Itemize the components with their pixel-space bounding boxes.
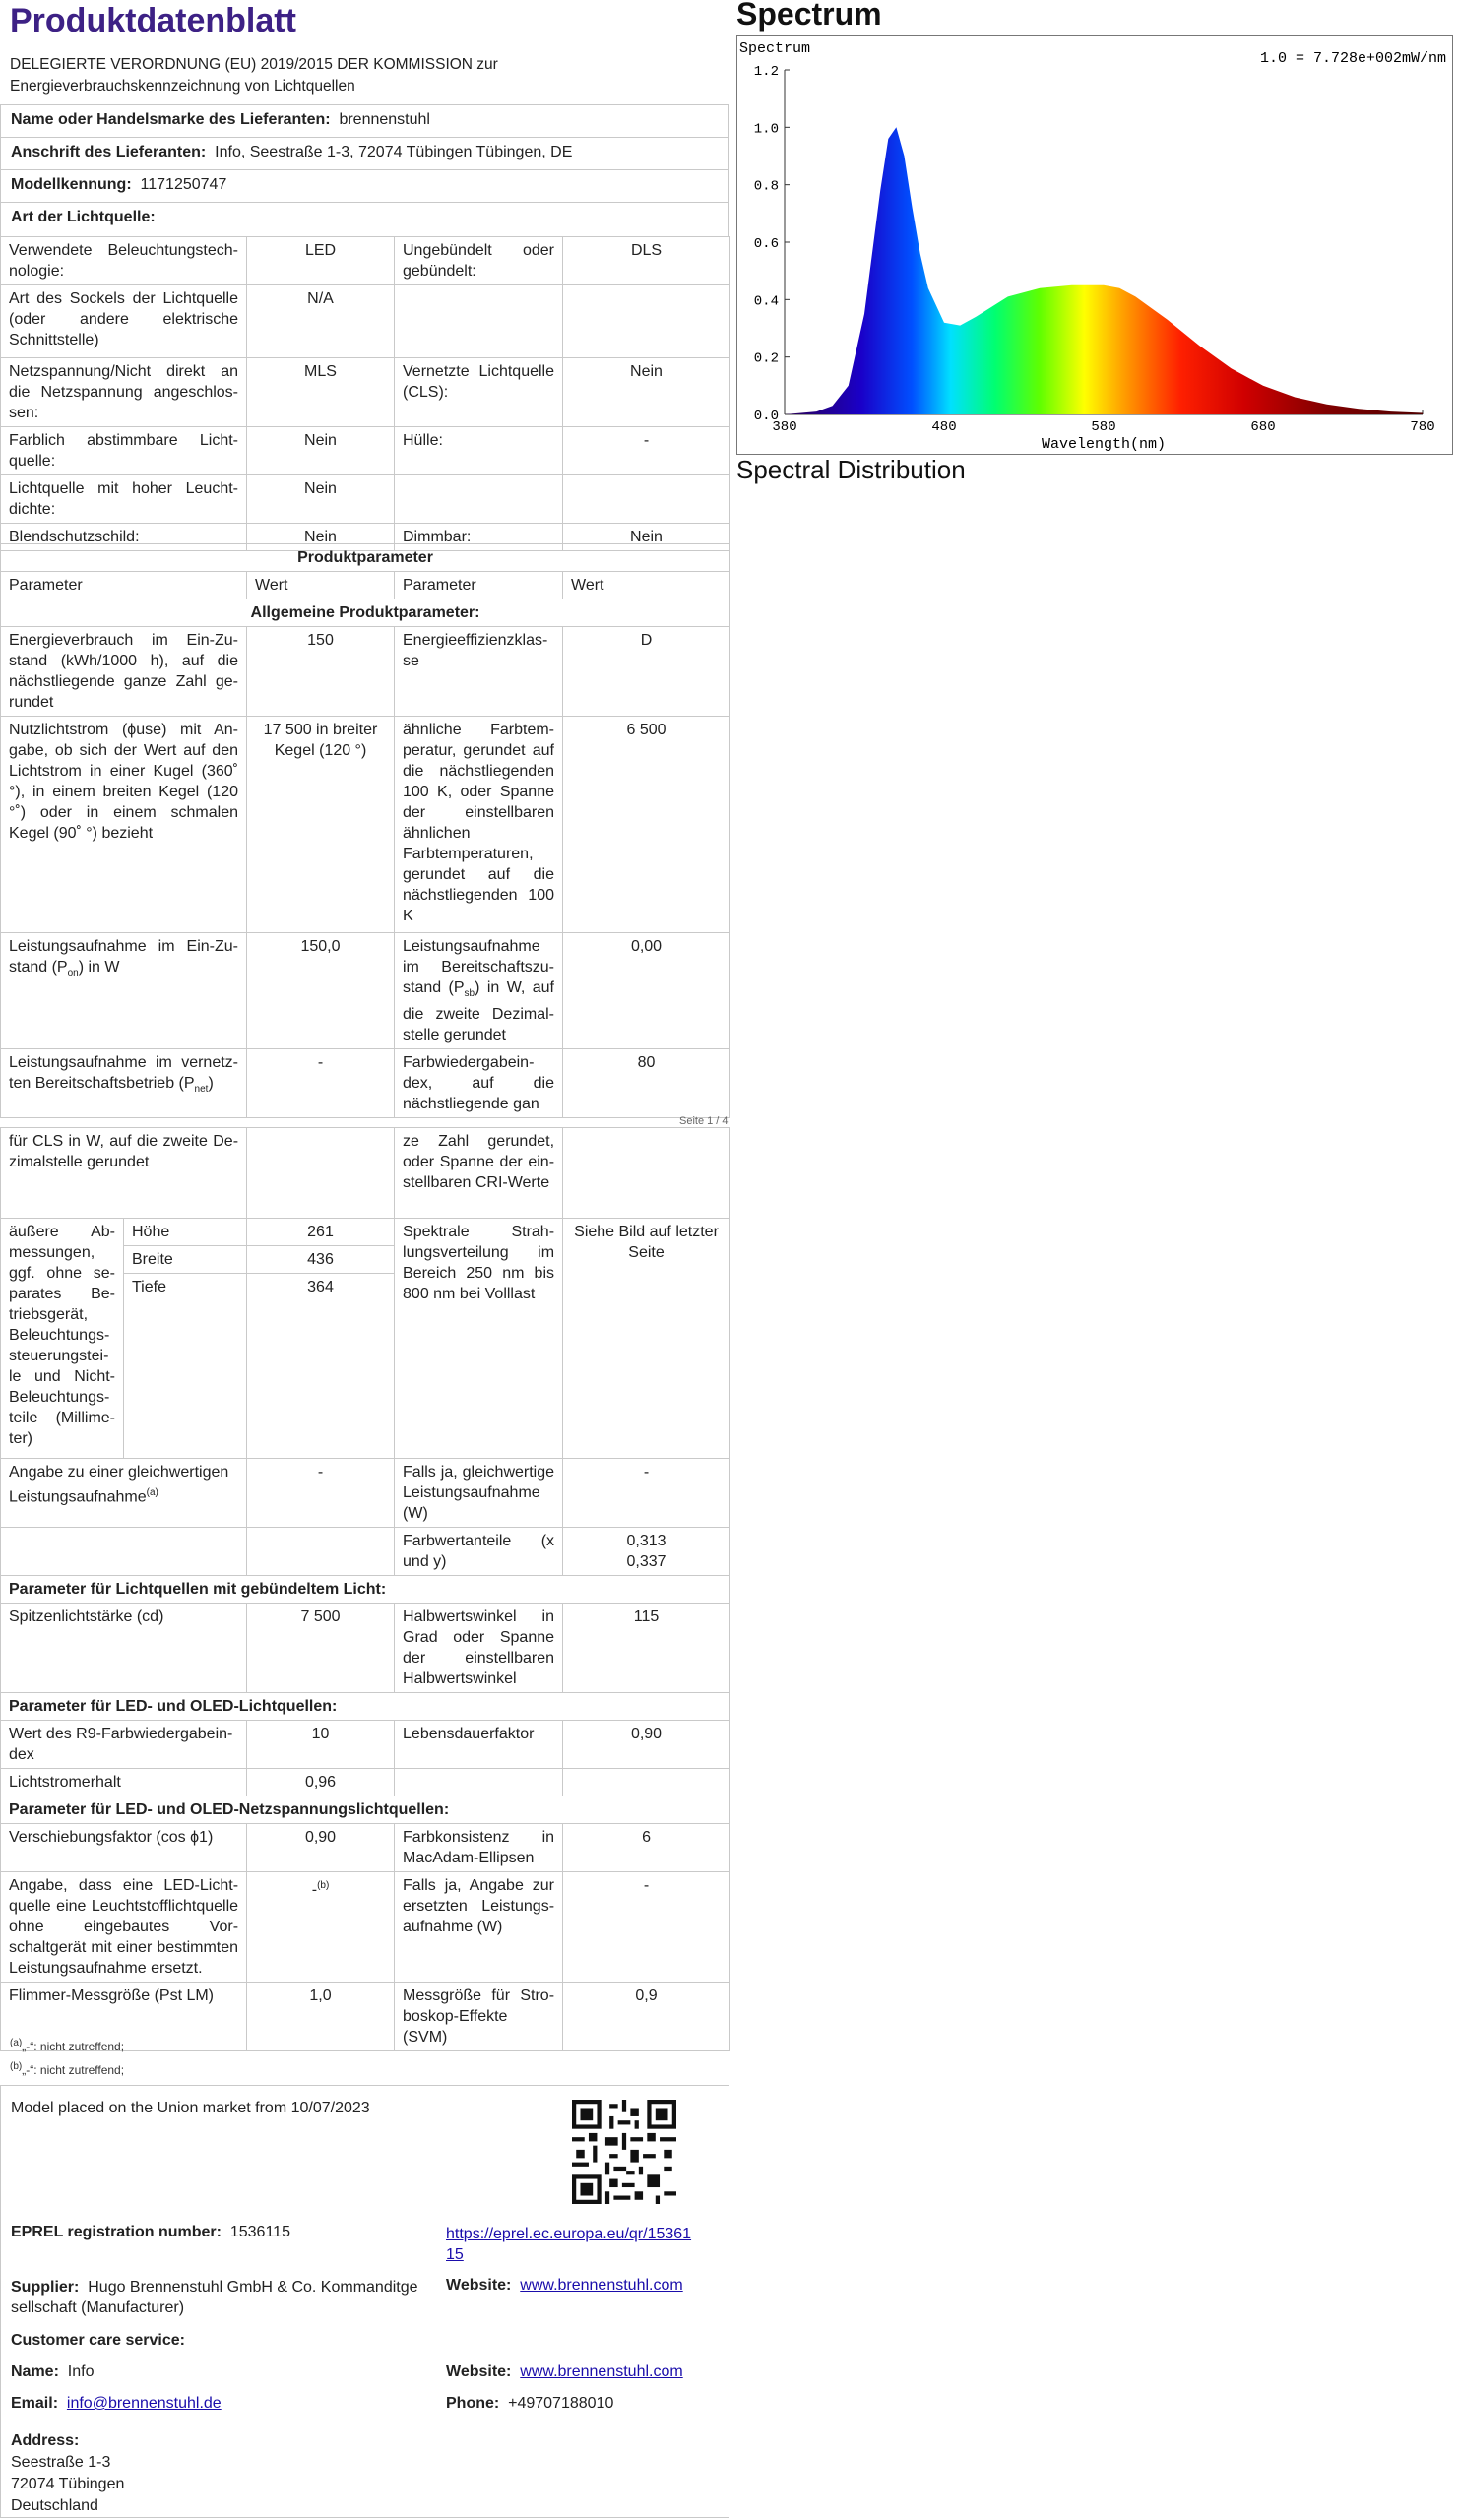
peak-value: 7 500 <box>247 1604 395 1693</box>
x-tick-label: 380 <box>772 419 797 435</box>
highlum-label: Lichtquelle mit hoher Leuchtdichte: <box>1 475 247 524</box>
model-row <box>0 169 729 203</box>
market-date: Model placed on the Union market from 10/07/2023 <box>11 2100 370 2116</box>
y-tick-label: 0.2 <box>753 350 779 367</box>
cc-value: 6 <box>563 1824 730 1872</box>
model-value: 1171250747 <box>140 176 227 193</box>
qr-code-icon[interactable] <box>572 2100 676 2204</box>
lightsource-table <box>0 236 730 551</box>
cls-label: Vernetzte Lichtquelle (CLS): <box>395 358 563 427</box>
address-label: Address: <box>11 2432 80 2449</box>
repl-label: Angabe, dass eine LED-Lichtquelle eine Leuchtstofflichtquelle ohne eingebautes Vorschaltgerät mit einer bestimmten Leistungsaufnahme ersetzt. <box>1 1872 247 1983</box>
scale-note: 1.0 = 7.728e+002mW/nm <box>1259 50 1446 67</box>
pf-value: 0,90 <box>247 1824 395 1872</box>
footnote-a: $^{(a)}$„-“: nicht zutreffend; <box>10 2038 125 2053</box>
col-param-2: Parameter <box>395 572 563 599</box>
pon-value: 150,0 <box>247 933 395 1049</box>
care-website-link[interactable]: www.brennenstuhl.com <box>520 2363 683 2380</box>
cct-value: 6 500 <box>563 717 730 933</box>
care-website-row <box>446 2363 683 2381</box>
energy-label: Energieverbrauch im Ein-Zustand (kWh/1000 h), auf die nächstliegende ganze Zahl gerundet <box>1 627 247 717</box>
maint-label: Lichtstromerhalt <box>1 1769 247 1796</box>
address-line-3: Deutschland <box>11 2497 98 2514</box>
psb-label: Leistungsaufnahme im Bereitschaftszustand $(P_{sb})$ in W, auf die zweite Dezimalstelle gerundet <box>395 933 563 1049</box>
params-table <box>0 543 730 1118</box>
equiv2-label: Falls ja, gleichwertige Leistungsaufnahme (W) <box>395 1459 563 1528</box>
equiv2-value: - <box>563 1459 730 1528</box>
website-link[interactable]: www.brennenstuhl.com <box>520 2277 683 2294</box>
x-tick-label: 580 <box>1091 419 1116 435</box>
address-block <box>11 2430 124 2517</box>
email-label: Email: <box>11 2395 59 2412</box>
eprel-info-box <box>0 2085 729 2518</box>
model-label: Modellkennung: <box>11 176 132 193</box>
lightsource-heading-row <box>0 202 729 237</box>
energy-value: 150 <box>247 627 395 717</box>
r9-value: 10 <box>247 1721 395 1769</box>
supplier-address-label: Anschrift des Lieferanten: <box>11 144 207 160</box>
params-table-cont <box>0 1127 730 2051</box>
width-value: 436 <box>247 1246 395 1274</box>
tunable-value: Nein <box>247 427 395 475</box>
beam-value: 115 <box>563 1604 730 1693</box>
spectrum-svg <box>737 36 1452 454</box>
eclass-value: D <box>563 627 730 717</box>
tech-value: LED <box>247 237 395 285</box>
eprel-label: EPREL registration number: <box>11 2224 222 2240</box>
spectrum-area <box>785 127 1423 414</box>
x-tick-label: 680 <box>1250 419 1276 435</box>
care-heading: Customer care service: <box>11 2332 185 2349</box>
col-value-1: Wert <box>247 572 395 599</box>
phone-value: +49707188010 <box>508 2395 614 2412</box>
care-name-value: Info <box>67 2363 95 2380</box>
r9-label: Wert des R9-Farbwiedergabeindex <box>1 1721 247 1769</box>
cri-label-cont: ze Zahl gerundet, oder Spanne der einstellbaren CRI-Werte <box>395 1128 563 1219</box>
cri-value: 80 <box>563 1049 730 1118</box>
spectrum-title: Spectrum <box>736 0 882 32</box>
mains-value: MLS <box>247 358 395 427</box>
website-row <box>446 2277 683 2295</box>
height-value: 261 <box>247 1219 395 1246</box>
col-value-2: Wert <box>563 572 730 599</box>
flux-label: Nutzlichtstrom (ϕuse) mit Angabe, ob sich der Wert auf den Lichtstrom in einer Kugel (360˚ °), in einem breiten Kegel (120 °˚) oder in einem schmalen Kegel (90˚ °) bezieht <box>1 717 247 933</box>
equiv-value: - <box>247 1459 395 1528</box>
eprel-value: 1536115 <box>229 2224 290 2240</box>
chroma-label: Farbwertanteile (x und y) <box>395 1528 563 1576</box>
x-tick-label: 780 <box>1410 419 1435 435</box>
eclass-label: Energieeffizienzklasse <box>395 627 563 717</box>
mls-heading: Parameter für LED- und OLED-Netzspannungslichtquellen: <box>1 1796 730 1824</box>
eprel-link[interactable]: https://eprel.ec.europa.eu/qr/1536115 <box>446 2226 692 2263</box>
repl2-label: Falls ja, Angabe zur ersetzten Leistungsaufnahme (W) <box>395 1872 563 1983</box>
spd-label: Spektrale Strahlungsverteilung im Bereich 250 nm bis 800 nm bei Volllast <box>395 1219 563 1459</box>
inner-title: Spectrum <box>739 40 811 57</box>
col-param-1: Parameter <box>1 572 247 599</box>
dimmable-value: Nein <box>563 524 730 551</box>
supplier-value: Hugo Brennenstuhl GmbH & Co. Kommanditge sellschaft (Manufacturer) <box>11 2279 418 2316</box>
peak-label: Spitzenlichtstärke (cd) <box>1 1604 247 1693</box>
spectrum-chart <box>736 35 1453 455</box>
socket-label: Art des Sockels der Lichtquelle (oder andere elektrische Schnittstelle) <box>1 285 247 358</box>
email-link[interactable]: info@brennenstuhl.de <box>66 2395 222 2412</box>
cls-value: Nein <box>563 358 730 427</box>
phone-row <box>446 2395 613 2413</box>
website-label: Website: <box>446 2277 512 2294</box>
depth-value: 364 <box>247 1274 395 1459</box>
supplier-name-row <box>0 104 729 138</box>
eprel-row <box>11 2224 290 2241</box>
strobo-value: 0,9 <box>563 1983 730 2051</box>
care-name-row <box>11 2363 94 2381</box>
spd-value: Siehe Bild auf letzter Seite <box>563 1219 730 1459</box>
pnet-label: Leistungsaufnahme im vernetzten Bereitschaftsbetrieb $(P_{net})$ <box>1 1049 247 1118</box>
cri-label: Farbwiedergabeindex, auf die nächstliegende gan <box>395 1049 563 1118</box>
width-label: Breite <box>124 1246 247 1274</box>
beam-label: Halbwertswinkel in Grad oder Spanne der einstellbaren Halbwertswinkel <box>395 1604 563 1693</box>
flicker-label: Flimmer-Messgröße (Pst LM) <box>1 1983 247 2051</box>
email-row <box>11 2395 222 2413</box>
y-tick-label: 0.4 <box>753 293 779 310</box>
psb-value: 0,00 <box>563 933 730 1049</box>
y-tick-label: 0.6 <box>753 236 779 252</box>
repl2-value: - <box>563 1872 730 1983</box>
bundled-label: Ungebündelt oder gebündelt: <box>395 237 563 285</box>
flicker-value: 1,0 <box>247 1983 395 2051</box>
bundled-value: DLS <box>563 237 730 285</box>
repl-value: -$^{(b)}$ <box>247 1872 395 1983</box>
cc-label: Farbkonsistenz in MacAdam-Ellipsen <box>395 1824 563 1872</box>
tunable-label: Farblich abstimmbare Lichtquelle: <box>1 427 247 475</box>
supplier-address-row <box>0 137 729 170</box>
y-tick-label: 0.0 <box>753 409 779 424</box>
dims-label: äußere Abmessungen, ggf. ohne separates Betriebsgerät, Beleuchtungssteuerungsteile und Nicht-Beleuchtungsteile (Millimeter) <box>1 1219 124 1459</box>
pf-label: Verschiebungsfaktor (cos ϕ1) <box>1 1824 247 1872</box>
care-website-label: Website: <box>446 2363 512 2380</box>
params-heading: Produktparameter <box>1 544 730 572</box>
tech-label: Verwendete Beleuchtungstechnologie: <box>1 237 247 285</box>
care-name-label: Name: <box>11 2363 59 2380</box>
regulation-text: DELEGIERTE VERORDNUNG (EU) 2019/2015 DER KOMMISSION zur Energieverbrauchskennzeichnung von Lichtquellen <box>10 56 498 94</box>
supplier-label: Supplier: <box>11 2279 80 2296</box>
chroma-value: 0,313 0,337 <box>563 1528 730 1576</box>
flux-value: 17 500 in breiter Kegel (120 °) <box>247 717 395 933</box>
supplier-name-value: brennenstuhl <box>339 111 430 128</box>
footnote-b: $^{(b)}$„-“: nicht zutreffend; <box>10 2061 125 2077</box>
x-tick-label: 480 <box>931 419 957 435</box>
led-heading: Parameter für LED- und OLED-Lichtquellen: <box>1 1693 730 1721</box>
page-title: Produktdatenblatt <box>10 2 296 39</box>
phone-label: Phone: <box>446 2395 500 2412</box>
general-heading: Allgemeine Produktparameter: <box>1 599 730 627</box>
highlum-value: Nein <box>247 475 395 524</box>
address-line-1: Seestraße 1-3 <box>11 2454 111 2471</box>
y-tick-label: 0.8 <box>753 178 779 195</box>
supplier-name-label: Name oder Handelsmarke des Lieferanten: <box>11 111 331 128</box>
lightsource-heading: Art der Lichtquelle: <box>11 209 156 225</box>
strobo-label: Messgröße für Stroboskop-Effekte (SVM) <box>395 1983 563 2051</box>
page-number: Seite 1 / 4 <box>679 1115 729 1127</box>
supplier-row <box>11 2277 434 2318</box>
pnet-value: - <box>247 1049 395 1118</box>
glare-label: Blendschutzschild: <box>1 524 247 551</box>
cct-label: ähnliche Farbtemperatur, gerundet auf die nächstliegenden 100 K, oder Spanne der einstellbaren ähnlichen Farbtemperaturen, gerundet auf die nächstliegenden 100 K <box>395 717 563 933</box>
life-label: Lebensdauerfaktor <box>395 1721 563 1769</box>
height-label: Höhe <box>124 1219 247 1246</box>
dir-heading: Parameter für Lichtquellen mit gebündeltem Licht: <box>1 1576 730 1604</box>
address-line-2: 72074 Tübingen <box>11 2476 125 2492</box>
glare-value: Nein <box>247 524 395 551</box>
y-tick-label: 1.2 <box>753 64 779 80</box>
maint-value: 0,96 <box>247 1769 395 1796</box>
supplier-address-value: Info, Seestraße 1-3, 72074 Tübingen Tübingen, DE <box>215 144 573 160</box>
equiv-label: Angabe zu einer gleichwertigen Leistungsaufnahme$^{(a)}$ <box>1 1459 247 1528</box>
envelope-value: - <box>563 427 730 475</box>
depth-label: Tiefe <box>124 1274 247 1459</box>
x-axis-label: Wavelength(nm) <box>1041 436 1167 453</box>
pon-label: Leistungsaufnahme im Ein-Zustand $(P_{on})$ in W <box>1 933 247 1049</box>
socket-value: N/A <box>247 285 395 358</box>
y-tick-label: 1.0 <box>753 121 779 138</box>
life-value: 0,90 <box>563 1721 730 1769</box>
dimmable-label: Dimmbar: <box>395 524 563 551</box>
envelope-label: Hülle: <box>395 427 563 475</box>
spectrum-caption: Spectral Distribution <box>736 455 966 484</box>
mains-label: Netzspannung/Nicht direkt an die Netzspannung angeschlossen: <box>1 358 247 427</box>
pnet-label-cont: für CLS in W, auf die zweite Dezimalstelle gerundet <box>1 1128 247 1219</box>
